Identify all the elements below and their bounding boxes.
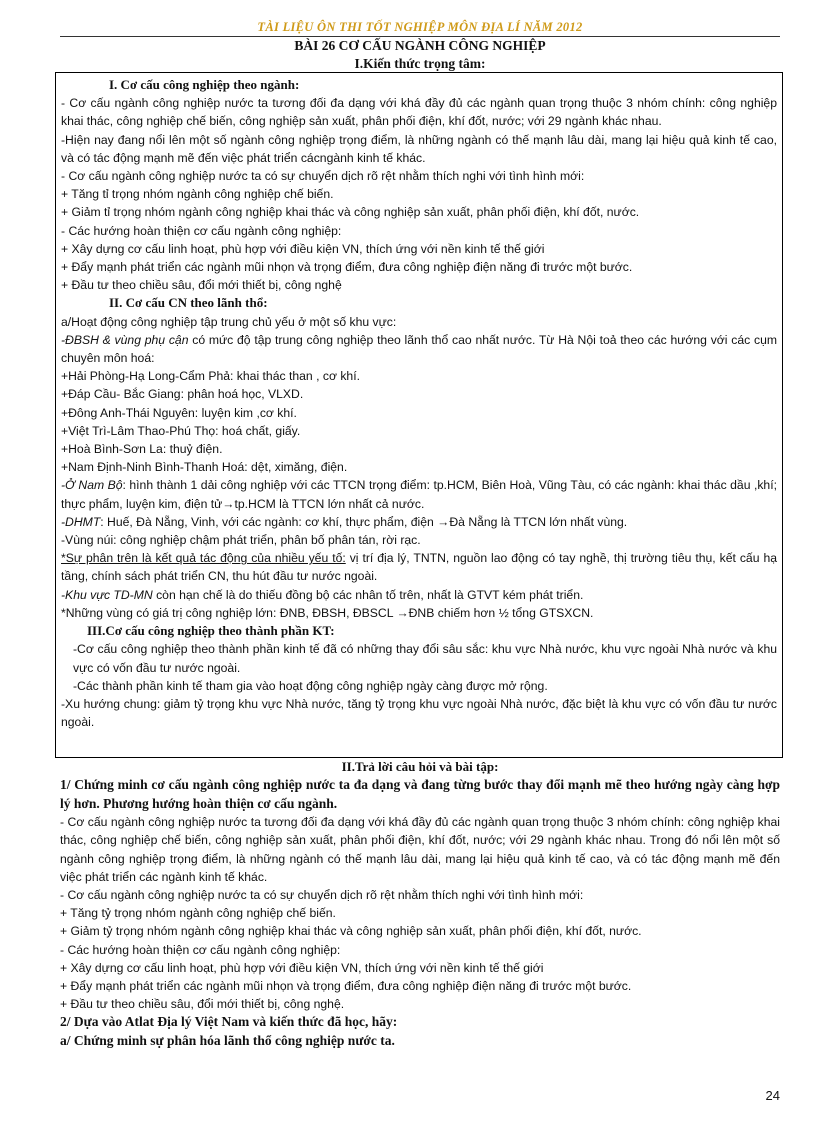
- lesson-title: BÀI 26 CƠ CẤU NGÀNH CÔNG NGHIỆP: [294, 38, 546, 53]
- knowledge-section-title: I.Kiến thức trọng tâm:: [354, 56, 486, 71]
- paragraph: + Đẩy mạnh phát triển các ngành mũi nhọn và trọng điểm, đưa công nghiệp điện năng đi trước một bước.: [61, 260, 633, 275]
- paragraph: + Tăng tỉ trọng nhóm ngành công nghiệp chế biến.: [61, 187, 334, 202]
- paragraph: + Xây dựng cơ cấu linh hoạt, phù hợp với điều kiện VN, thích ứng với nền kinh tế thế giới: [60, 960, 544, 975]
- region-label: -ĐBSH & vùng phụ cận: [61, 332, 189, 347]
- paragraph: +Đáp Cầu- Bắc Giang: phân hoá học, VLXD.: [61, 387, 304, 402]
- answers-title: II.Trả lời câu hỏi và bài tập:: [341, 759, 499, 774]
- paragraph: + Tăng tỷ trọng nhóm ngành công nghiệp chế biến.: [60, 906, 336, 921]
- paragraph: [61, 331, 777, 367]
- paragraph: -Các thành phần kinh tế tham gia vào hoạt động công nghiệp ngày càng được mở rộng.: [73, 678, 548, 693]
- paragraph: [61, 476, 777, 512]
- section-2-title: II. Cơ cấu CN theo lãnh thổ:: [109, 295, 268, 311]
- paragraph-text: vị trí địa lý, TNTN, nguồn lao động có tay nghề, thị trường tiêu thụ, kết cấu hạ tầng, chính sách phát triển CN, thu hút đầu tư nước ngoài.: [61, 551, 777, 584]
- paragraph: + Xây dựng cơ cấu linh hoạt, phù hợp với điều kiện VN, thích ứng với nền kinh tế thế giới: [61, 241, 545, 256]
- paragraph: [61, 549, 777, 585]
- paragraph: a/Hoạt động công nghiệp tập trung chủ yếu ở một số khu vực:: [61, 314, 397, 329]
- paragraph: -Cơ cấu công nghiệp theo thành phần kinh tế đã có những thay đổi sâu sắc: khu vực Nhà nước, khu vực ngoài Nhà nước và khu vực có vốn đầu tư nước ngoài.: [73, 642, 777, 675]
- paragraph: +Hoà Bình-Sơn La: thuỷ điện.: [61, 442, 223, 457]
- paragraph: + Giảm tỷ trọng nhóm ngành công nghiệp khai thác và công nghiệp sản xuất, phân phối điện, khí đốt, nước.: [60, 924, 642, 939]
- section-3-title: III.Cơ cấu công nghiệp theo thành phần KT:: [87, 623, 335, 639]
- paragraph: - Các hướng hoàn thiện cơ cấu ngành công nghiệp:: [60, 942, 341, 957]
- question-2a: a/ Chứng minh sự phân hóa lãnh thổ công nghiệp nước ta.: [60, 1032, 395, 1048]
- header-rule: [60, 36, 780, 37]
- paragraph-text: có mức độ tập trung công nghiệp theo lãnh thổ cao nhất nước. Từ Hà Nội toả theo các hướng với các cụm chuyên môn hoá:: [61, 332, 777, 366]
- paragraph: [61, 513, 777, 531]
- paragraph: - Cơ cấu ngành công nghiệp nước ta có sự chuyển dịch rõ rệt nhằm thích nghi với tình hình mới:: [60, 888, 584, 903]
- key-knowledge-box: [55, 72, 783, 758]
- paragraph: +Hải Phòng-Hạ Long-Cẩm Phả: khai thác than , cơ khí.: [61, 369, 360, 384]
- answers-section: [60, 758, 780, 1050]
- paragraph-text: : Huế, Đà Nẵng, Vinh, với các ngành: cơ khí, thực phẩm, điện →Đà Nẵng là TTCN lớn nhất vùng.: [100, 514, 628, 529]
- page-number: 24: [765, 1088, 780, 1103]
- paragraph-text: : hình thành 1 dải công nghiệp với các TTCN trọng điểm: tp.HCM, Biên Hoà, Vũng Tàu, có các ngành: khai thác dầu ,khí; thực phẩm, luyện kim, điện tử→tp.HCM là TTCN lớn nhất cả nước.: [61, 478, 777, 511]
- paragraph: + Đẩy mạnh phát triển các ngành mũi nhọn và trọng điểm, đưa công nghiệp điện năng đi trước một bước.: [60, 979, 632, 994]
- running-header: TÀI LIỆU ÔN THI TỐT NGHIỆP MÔN ĐỊA LÍ NĂM 2012: [257, 20, 583, 34]
- section-1-title: I. Cơ cấu công nghiệp theo ngành:: [109, 77, 300, 92]
- paragraph: [61, 586, 777, 604]
- region-label: -DHMT: [61, 514, 101, 529]
- paragraph: + Giảm tỉ trọng nhóm ngành công nghiệp khai thác và công nghiệp sản xuất, phân phối điện, khí đốt, nước.: [61, 205, 640, 220]
- region-label: -Ở Nam Bộ: [61, 478, 123, 493]
- paragraph: +Đông Anh-Thái Nguyên: luyện kim ,cơ khí.: [61, 405, 297, 420]
- paragraph: + Đầu tư theo chiều sâu, đổi mới thiết bị, công nghệ.: [60, 997, 345, 1012]
- paragraph: -Xu hướng chung: giảm tỷ trọng khu vực Nhà nước, tăng tỷ trọng khu vực ngoài Nhà nước, đặc biệt là khu vực có vốn đầu tư nước ngoài.: [61, 696, 777, 730]
- paragraph: + Đầu tư theo chiều sâu, đổi mới thiết bị, công nghệ: [61, 278, 342, 293]
- question-1: 1/ Chứng minh cơ cấu ngành công nghiệp nước ta đa dạng và đang từng bước thay đổi mạnh mẽ theo hướng ngày càng hợp lý hơn. Phương hướng hoàn thiện cơ cấu ngành.: [60, 777, 780, 811]
- paragraph: *Những vùng có giá trị công nghiệp lớn: ĐNB, ĐBSH, ĐBSCL →ĐNB chiếm hơn ½ tổng GTSXCN.: [61, 605, 594, 620]
- question-2: 2/ Dựa vào Atlat Địa lý Việt Nam và kiến thức đã học, hãy:: [60, 1014, 398, 1030]
- paragraph: - Cơ cấu ngành công nghiệp nước ta có sự chuyển dịch rõ rệt nhằm thích nghi với tình hình mới:: [61, 169, 585, 184]
- paragraph: - Cơ cấu ngành công nghiệp nước ta tương đối đa dạng với khá đầy đủ các ngành quan trọng thuộc 3 nhóm chính: công nghiệp khai thác, công nghiệp chế biến, công nghiệp sản xuất, phân phối điện, khí đốt, nước; với 29 ngành khác nhau. Trong đó nổi lên một số ngành công nghiệp trọng điểm, là những ngành có thế mạnh lâu dài, mang lại hiệu quả kinh tế cao, và có tác động mạnh mẽ đến việc phát triển các ngành kinh tế khác.: [60, 815, 780, 884]
- paragraph: +Nam Định-Ninh Bình-Thanh Hoá: dệt, ximăng, điện.: [61, 460, 348, 475]
- paragraph: - Các hướng hoàn thiện cơ cấu ngành công nghiệp:: [61, 223, 342, 238]
- underlined-lead: *Sự phân trên là kết quả tác động của nhiều yếu tố:: [61, 551, 346, 566]
- paragraph: -Vùng núi: công nghiệp chậm phát triển, phân bố phân tán, rời rạc.: [61, 533, 421, 548]
- paragraph-text: còn hạn chế là do thiếu đồng bộ các nhân tố trên, nhất là GTVT kém phát triển.: [152, 587, 584, 602]
- paragraph: - Cơ cấu ngành công nghiệp nước ta tương đối đa dạng với khá đầy đủ các ngành quan trọng thuộc 3 nhóm chính: công nghiệp khai thác, công nghiệp chế biến, công nghiệp sản xuất, phân phối điện, khí đốt, nước; với 29 ngành khác nhau.: [61, 96, 777, 129]
- region-label: -Khu vực TD-MN: [61, 587, 153, 602]
- paragraph: +Việt Trì-Lâm Thao-Phú Thọ: hoá chất, giấy.: [61, 423, 301, 438]
- paragraph: -Hiện nay đang nổi lên một số ngành công nghiệp trọng điểm, là những ngành có thế mạnh lâu dài, mang lại hiệu quả kinh tế cao, và có tác động mạnh mẽ đến việc phát triển cácngành kinh tế khác.: [61, 132, 777, 165]
